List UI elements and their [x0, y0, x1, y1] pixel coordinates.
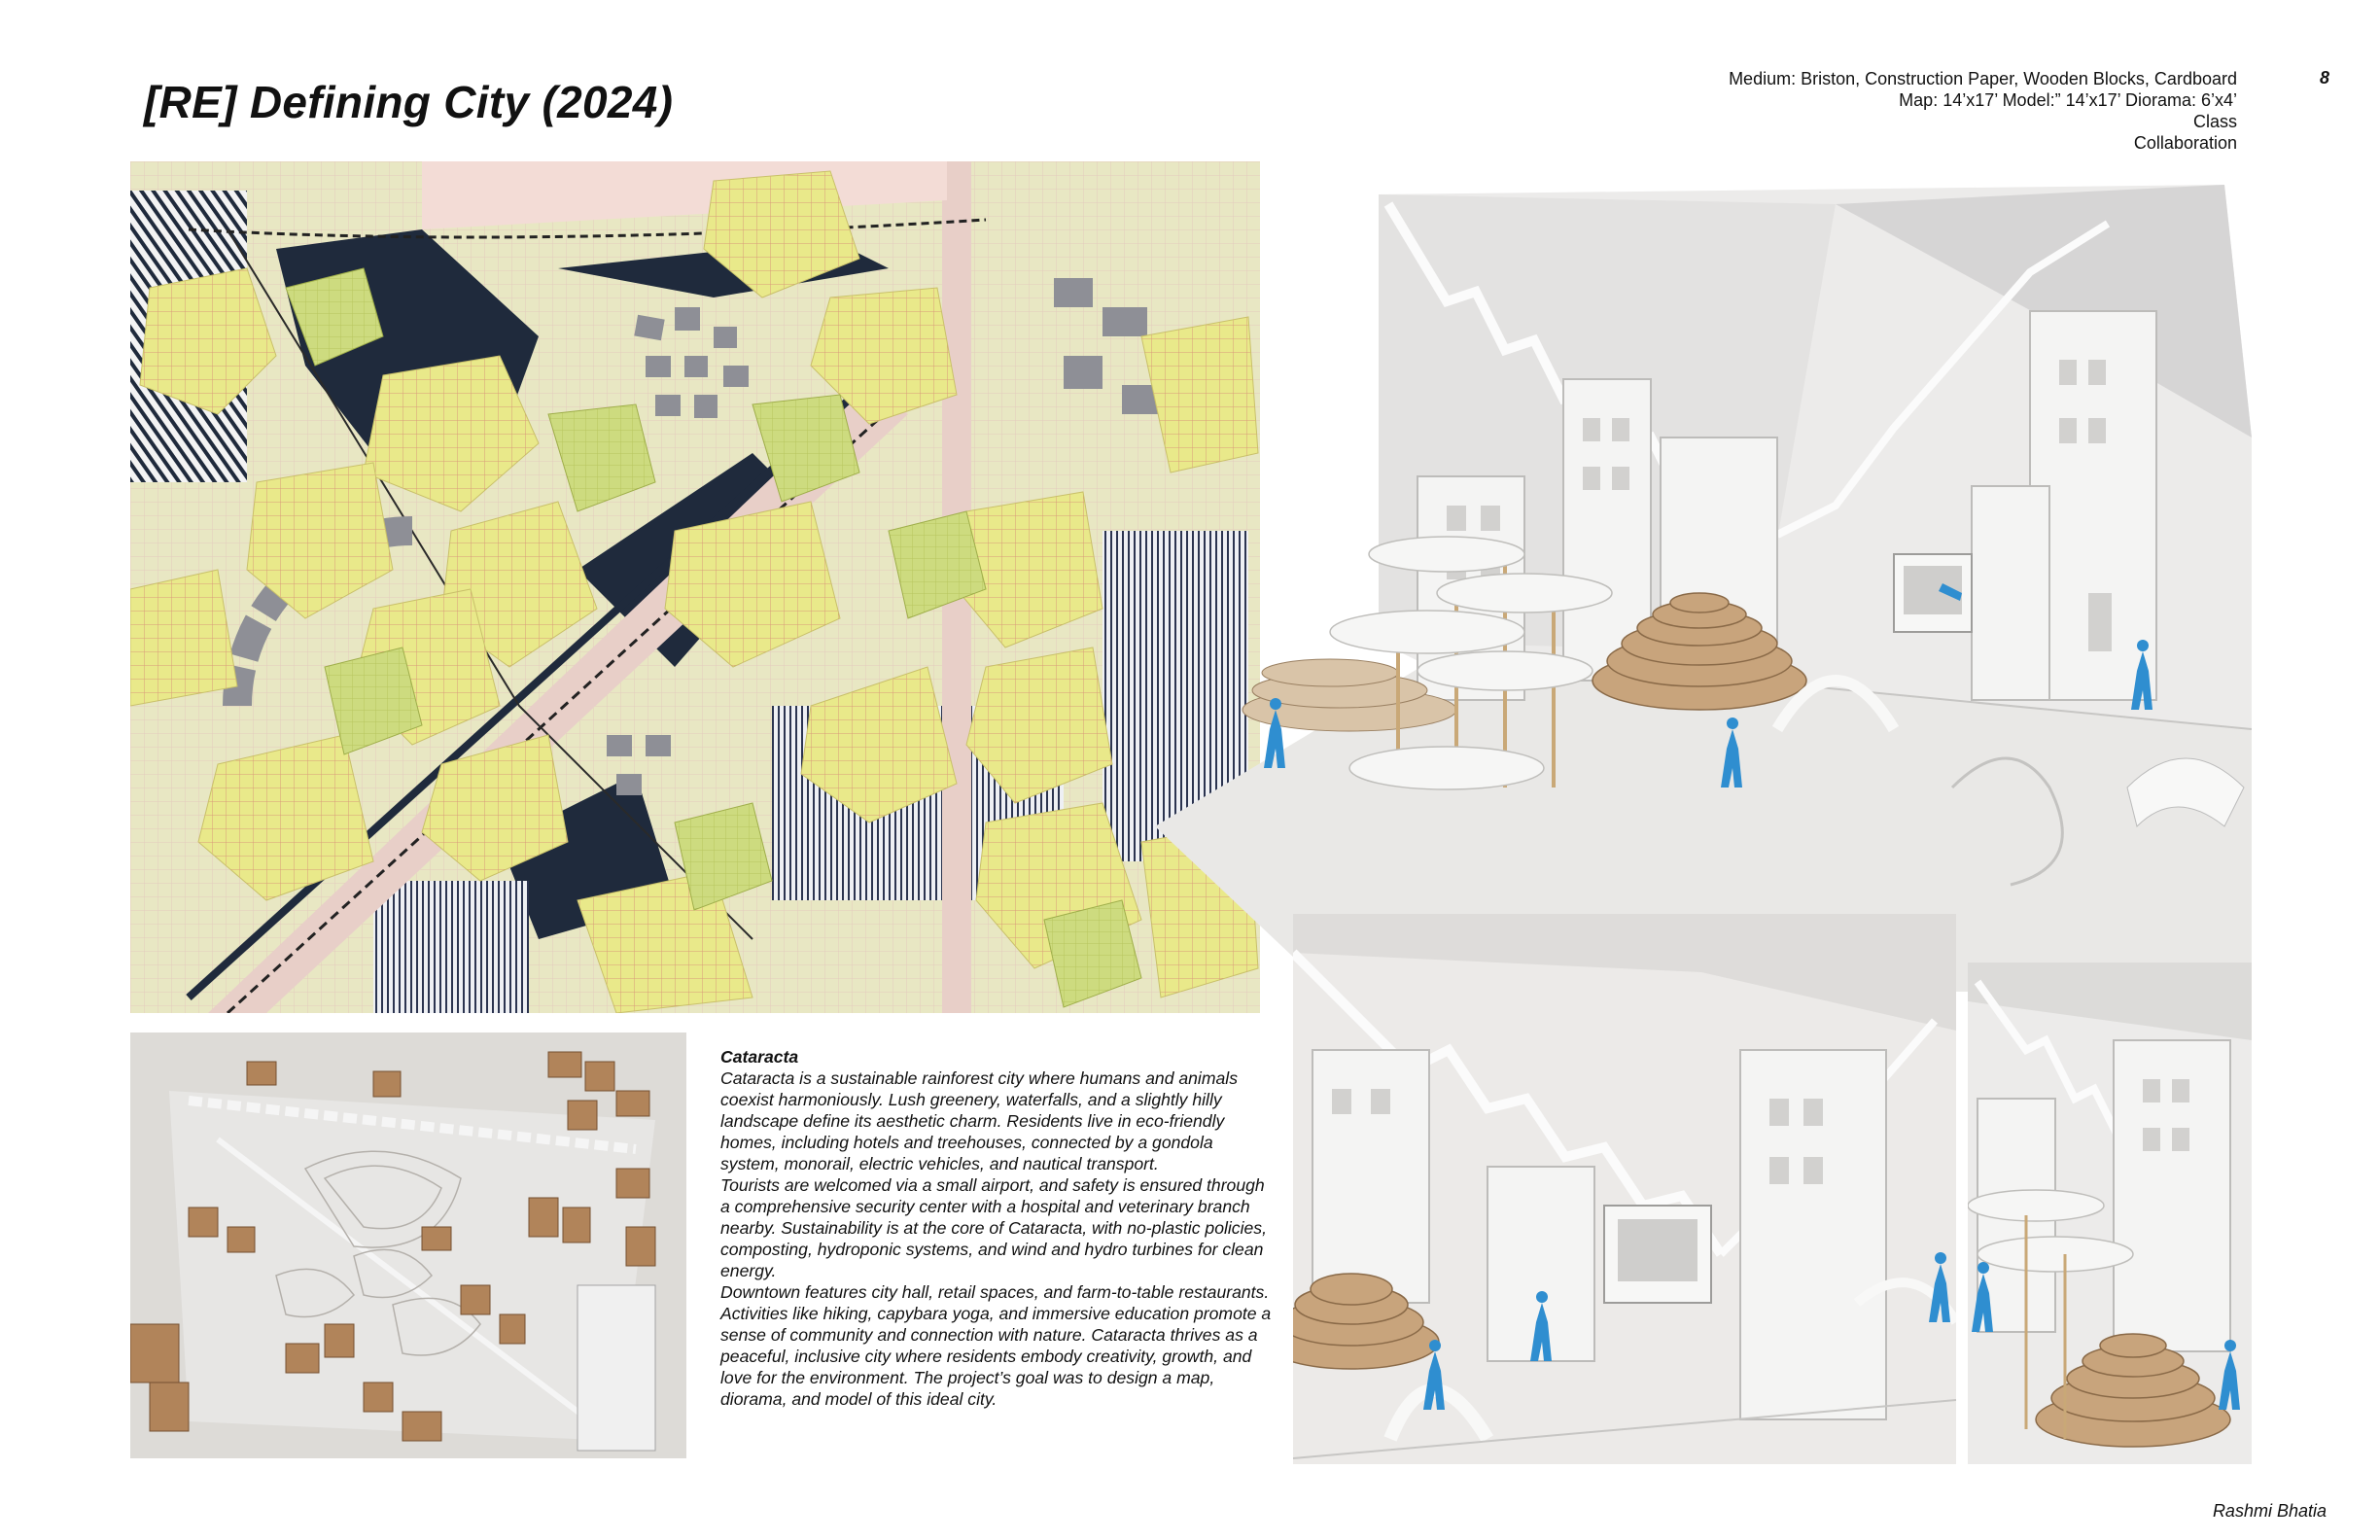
map-collage-image	[130, 161, 1260, 1013]
wooden-model-image	[130, 1032, 686, 1458]
description-paragraph-3: Downtown features city hall, retail spaces, and farm-to-table restaurants. Activities like hiking, capybara yoga, and immersive education promote a sense of community and connection with nature. Cataracta thrives as a peaceful, inclusive city where residents embody creativity, growth, and love for the environment. The project’s goal was to design a map, diorama, and model of this ideal city.	[720, 1282, 1272, 1409]
meta-collaboration: Collaboration	[2133, 133, 2237, 153]
project-description	[720, 1046, 1273, 1410]
project-meta	[1729, 68, 2237, 154]
author-name: Rashmi Bhatia	[2212, 1501, 2327, 1521]
page-number: 8	[2320, 68, 2330, 88]
page-title: [RE] Defining City (2024)	[144, 77, 674, 127]
meta-dimensions: Map: 14’x17’ Model:” 14’x17’ Diorama: 6’x4’	[1899, 90, 2237, 110]
description-paragraph-1: Cataracta is a sustainable rainforest city where humans and animals coexist harmoniously. Lush greenery, waterfalls, and a slightly hilly landscape define its aesthetic charm. Residents live in eco-friendly homes, including hotels and treehouses, connected by a gondola system, monorail, electric vehicles, and nautical transport.	[720, 1068, 1238, 1173]
description-heading: Cataracta	[720, 1047, 799, 1067]
meta-class: Class	[2192, 112, 2237, 131]
diorama-detail-right-image	[1968, 962, 2252, 1464]
description-paragraph-2: Tourists are welcomed via a small airport, and safety is ensured through a comprehensive security center with a hospital and veterinary branch nearby. Sustainability is at the core of Cataracta, with no-plastic policies, composting, hydroponic systems, and wind and hydro turbines for clean energy.	[720, 1175, 1267, 1280]
diorama-detail-left-image	[1293, 914, 1956, 1464]
meta-medium: Medium: Briston, Construction Paper, Wooden Blocks, Cardboard	[1729, 69, 2237, 88]
diorama-main-image	[1155, 185, 2252, 992]
